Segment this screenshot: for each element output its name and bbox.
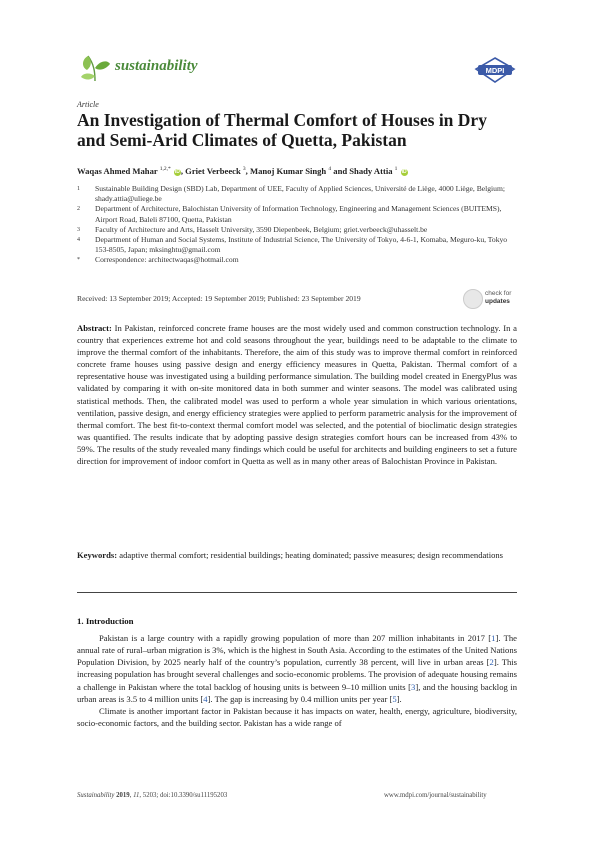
section-heading — [77, 616, 134, 626]
abstract-label: Abstract: — [77, 323, 112, 333]
affiliation-item — [77, 235, 517, 255]
check-updates-icon — [463, 289, 483, 309]
author-name[interactable]: Manoj Kumar Singh — [249, 166, 327, 176]
affiliations — [77, 184, 517, 266]
author-name[interactable]: Shady Attia — [349, 166, 393, 176]
footer-journal-url[interactable]: www.mdpi.com/journal/sustainability — [384, 792, 487, 799]
article-type: Article — [77, 100, 99, 109]
paragraph: Pakistan is a large country with a rapidly growing population of more than 207 million inhabitants in 2017 [1]. The annual rate of rural–urban migration is 3%, which is the highest in South Asia. According to the estimates of the United Nations Population Division, by 2025 nearly half of the country’s population, currently 38 percent, will live in urban areas [2]. This increasing population has brought several challenges and socio-economic problems. The provision of adequate housing remains a challenge in Pakistan where the total backlog of housing units is between 9–10 million units [3], and the housing backlog in urban areas is 3.5 to 4 million units [4]. The gap is increasing by 0.4 million units per year [5]. — [77, 633, 517, 704]
affiliation-text: Faculty of Architecture and Arts, Hasselt University, 3590 Diepenbeek, Belgium; griet.verbeeck@uhasselt.be — [95, 224, 428, 234]
citation-link[interactable]: 3 — [411, 681, 416, 692]
affiliation-mark: 1 — [77, 186, 80, 192]
check-for-updates-badge[interactable] — [463, 288, 523, 312]
affiliation-mark: 3 — [77, 226, 80, 233]
orcid-icon[interactable]: iD — [174, 168, 180, 175]
footer-citation: Sustainability 2019, 11, 5203; doi:10.3390/su11195203 — [77, 792, 228, 799]
citation-link[interactable]: 5 — [392, 693, 397, 704]
sustainability-leaf-logo — [78, 50, 112, 84]
body-text — [77, 632, 517, 729]
author-affiliation-marks: 3 — [242, 166, 246, 173]
paragraph: Climate is another important factor in Pakistan because it has impacts on water, health, energy, agriculture, biodiversity, socio-economic factors, and the building sector. Pakistan has a wide range of — [77, 705, 517, 729]
mdpi-logo — [474, 57, 516, 83]
author-affiliation-marks: 1 — [394, 166, 398, 173]
author-name[interactable]: Waqas Ahmed Mahar — [77, 166, 158, 176]
footer-doi: , 5203; doi:10.3390/su11195203 — [139, 792, 228, 799]
footer-journal: Sustainability — [77, 792, 115, 799]
keywords-label: Keywords: — [77, 550, 118, 560]
section-divider — [77, 592, 517, 593]
publication-dates: Received: 13 September 2019; Accepted: 19 September 2019; Published: 23 September 2019 — [77, 294, 361, 303]
affiliation-item — [77, 225, 517, 235]
affiliation-text: Correspondence: architectwaqas@hotmail.com — [95, 255, 239, 265]
citation-link[interactable]: 4 — [203, 693, 208, 704]
affiliation-item — [77, 255, 517, 265]
paper-title: An Investigation of Thermal Comfort of Houses in Dry and Semi-Arid Climates of Quetta, Pakistan — [77, 110, 487, 150]
check-updates-text — [485, 290, 511, 306]
check-updates-line2: updates — [485, 298, 510, 305]
section-title: Introduction — [85, 616, 134, 626]
abstract-text: In Pakistan, reinforced concrete frame houses are the most widely used and common construction technology. In a country that experiences extreme hot and cold seasons throughout the year, buildings need to be adaptable to the climate to improve the thermal comfort of the inhabitants. Therefore, the aim of this study was to improve thermal comfort in reinforced concrete frame houses using passive design and energy efficiency measures in Quetta, Pakistan. Thermal comfort of a representative house was investigated using a building performance simulation. The building model created in EnergyPlus was validated by comparing it with on-site monitored data in both summer and winter seasons. The model was calibrated using statistical methods. Then, the calibrated model was used to perform a whole year simulation in which various orientations, ventilation, passive design, and energy efficiency strategies were applied to perform parametric analysis for the improvement of thermal comfort. The best fit-to-context thermal comfort model was selected, and the potential of bioclimatic design strategies was quantified. The results indicate that by adopting passive design strategies comfort hours can be increased from 43% to 59%. The results of the study revealed many findings which could be useful for architects and building engineers to set a future direction for improvement of indoor comfort in Quetta as well as in many other areas of Balochistan Province in Pakistan. — [77, 323, 517, 467]
affiliation-text: Department of Human and Social Systems, Institute of Industrial Science, The University of Tokyo, 4-6-1, Komaba, Meguro-ku, Tokyo 153-8505, Japan; mksinghtu@gmail.com — [95, 235, 508, 255]
check-updates-line1: check for — [485, 290, 512, 297]
affiliation-text: Sustainable Building Design (SBD) Lab, Department of UEE, Faculty of Applied Sciences, Université de Liège, 4000 Liège, Belgium; shady.attia@uliege.be — [95, 184, 505, 204]
author-separator-and: and — [331, 166, 350, 176]
author-separator: , — [245, 166, 250, 176]
footer-volume: 11 — [133, 792, 140, 799]
author-name[interactable]: Griet Verbeeck — [185, 166, 241, 176]
author-separator: , — [180, 166, 186, 176]
affiliation-text: Department of Architecture, Balochistan University of Information Technology, Engineering and Management Sciences (BUITEMS), Airport Road, Baleli 87100, Quetta, Pakistan — [95, 204, 502, 224]
keywords — [77, 549, 517, 561]
footer-year: 2019 — [116, 792, 130, 799]
affiliation-mark: * — [77, 257, 80, 264]
affiliation-item — [77, 184, 517, 204]
author-affiliation-marks: 4 — [328, 166, 332, 173]
section-number: 1. — [77, 616, 84, 626]
author-list — [77, 166, 408, 176]
affiliation-mark: 2 — [77, 206, 80, 213]
keywords-text: adaptive thermal comfort; residential buildings; heating dominated; passive measures; design recommendations — [119, 550, 504, 560]
orcid-icon[interactable]: iD — [401, 168, 407, 175]
affiliation-item — [77, 204, 517, 224]
journal-name: sustainability — [115, 58, 198, 74]
citation-link[interactable]: 2 — [489, 657, 494, 668]
abstract — [77, 322, 517, 467]
citation-link[interactable]: 1 — [491, 633, 496, 643]
affiliation-mark: 4 — [77, 237, 80, 244]
mdpi-logo-text: MDPI — [485, 66, 505, 76]
author-affiliation-marks: 1,2,* — [159, 166, 171, 173]
